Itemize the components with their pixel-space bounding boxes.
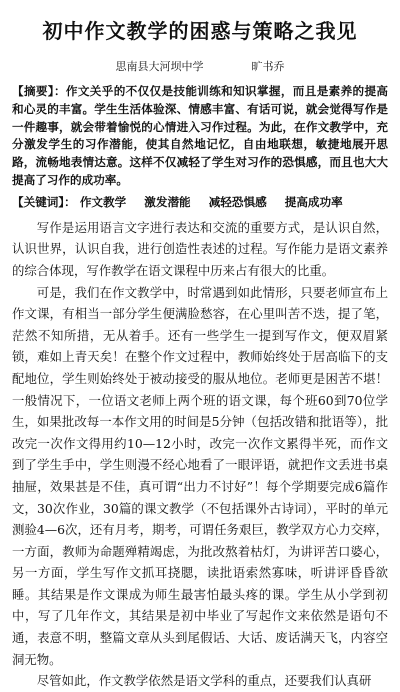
author-affiliation: 思南县大河坝中学 [115,60,204,73]
abstract-text: 作文关乎的不仅仅是技能训练和知识掌握，而且是素养的提高和心灵的丰富。学生生活体验深、情感丰富、有话可说，就会觉得写作是一件趣事，就会带着愉悦的心情进入习作过程。为此，在作文教学中，充分激发学生的习作潜能，使其自然地记忆，自由地联想，敏捷地展开思路，流畅地表情达意。这样不仅减轻了学生对习作的恐惧感，而且也大大提高了习作的成功率。 [12,84,388,187]
keyword: 作文教学 [79,194,127,209]
abstract [12,83,388,190]
keywords-label: 【关键词】： [12,194,76,209]
author-name: 旷书乔 [251,60,285,73]
keyword: 减轻恐惧感 [208,194,267,209]
body-text [12,217,388,692]
body-paragraph: 可是，我们在作文教学中，时常遇到如此情形，只要老师宣布上作文课，有相当一部分学生便满脸愁容，在心里叫苦不迭，提了笔，茫然不知所措，无从着手。还有一些学生一提到写作文，便双眉紧锁，难如上青天矣！在整个作文过程中，教师始终处于居高临下的支配地位，学生则始终处于被动接受的服从地位。老师更是困苦不堪！一般情况下，一位语文老师上两个班的语文课，每个班60到70位学生，如果批改每一本作文用的时间是5分钟（包括改错和批语等），批改完一次作文得用约10—12小时，改完一次作文累得半死，而作文到了学生手中，学生则漫不经心地看了一眼评语，就把作文丢进书桌抽屉，效果甚是不佳，真可谓“出力不讨好”！每个学期要完成6篇作文，30次作业，30篇的课文教学（不包括课外古诗词），平时的单元测验4—6次，还有月考，期考，可谓任务艰巨，教学双方心力交瘁，一方面，教师为命题殚精竭虑，为批改熬着枯灯，为讲评苦口婆心，另一方面，学生写作文抓耳挠腮，读批语索然寡味，听讲评昏昏欲睡。其结果是作文课成为师生最害怕最头疼的课。学生从小学到初中，写了几年作文，其结果是初中毕业了写起作文来依然是语句不通，表意不明，整篇文章从头到尾假话、大话、废话满天飞，内容空洞无物。 [12,284,388,667]
keyword: 提高成功率 [284,194,343,209]
body-paragraph: 尽管如此，作文教学依然是语文学科的重点，还要我们认真研 [36,673,372,689]
document-title: 初中作文教学的困惑与策略之我见 [42,19,358,43]
body-paragraph: 写作是运用语言文字进行表达和交流的重要方式，是认识自然，认识世界，认识自我，进行创造性表述的过程。写作能力是语文素养的综合体现，写作教学在语文课程中历来占有很大的比重。 [12,219,388,278]
abstract-label: 【摘要】： [12,84,66,98]
keywords [12,193,388,211]
keyword: 激发潜能 [144,194,191,209]
byline [12,60,388,74]
